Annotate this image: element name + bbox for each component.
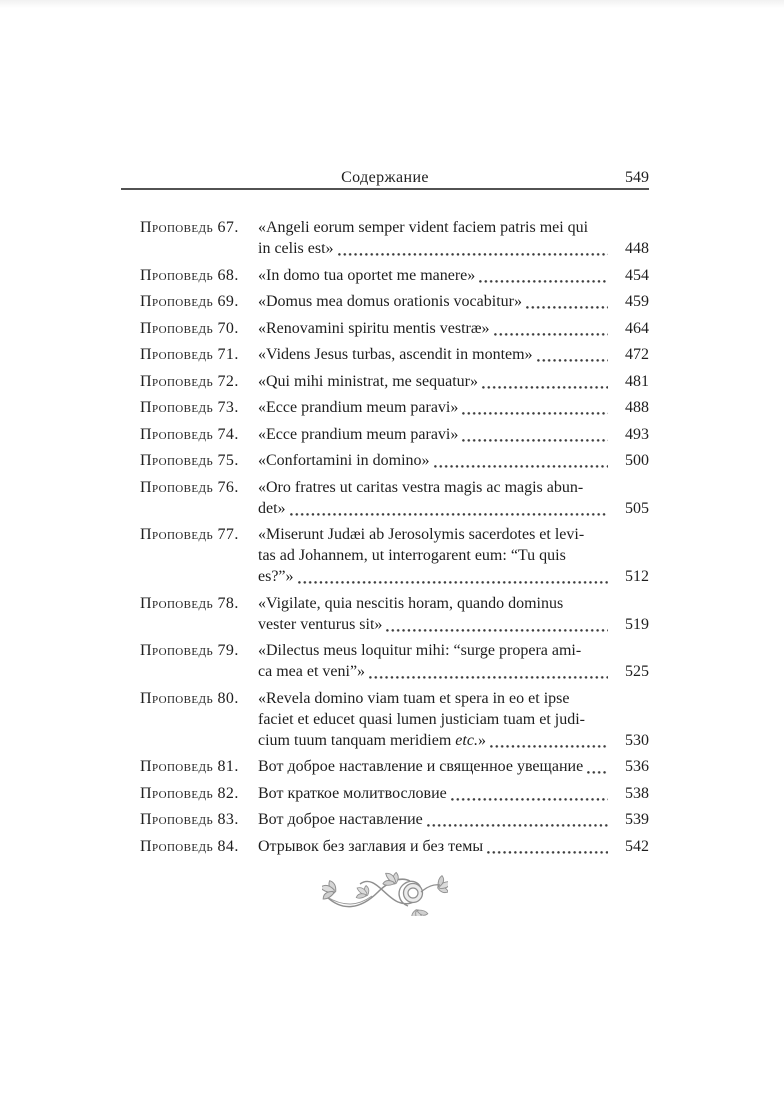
toc-line-text: «In domo tua oportet me manere» — [258, 266, 476, 284]
dot-leader — [434, 465, 608, 468]
toc-page-number: 538 — [625, 784, 649, 802]
toc-line — [258, 809, 649, 830]
toc-line — [258, 545, 649, 566]
toc-entry-label: Проповедь 83. — [140, 811, 239, 828]
toc-entry-label: Проповедь 80. — [140, 689, 239, 707]
dot-leader — [479, 280, 608, 283]
toc-entry-title — [258, 593, 649, 635]
toc-page-number: 481 — [625, 372, 649, 390]
dot-leader — [487, 851, 608, 854]
toc-entry — [140, 809, 649, 830]
toc-line-text: tas ad Johannem, ut interrogarent eum: “Tu quis — [258, 547, 566, 564]
toc-line-text: Вот доброе наставление и священное увещание — [258, 758, 584, 775]
dot-leader — [298, 581, 608, 584]
toc-entry — [140, 371, 649, 392]
toc-line — [258, 614, 649, 635]
toc-entry-title — [258, 344, 649, 365]
toc-entry-title — [258, 397, 649, 418]
toc-entry — [140, 424, 649, 445]
toc-entry — [140, 217, 649, 259]
toc-page-number: 530 — [625, 731, 649, 749]
toc-line-text: «Qui mihi ministrat, me sequatur» — [258, 372, 478, 390]
toc-line-text: in celis est» — [258, 240, 334, 257]
dot-leader — [537, 359, 608, 362]
toc-entry — [140, 640, 649, 682]
toc-line-text: Отрывок без заглавия и без темы — [258, 837, 484, 855]
page-title: Содержание — [341, 169, 429, 186]
toc-line — [258, 709, 649, 730]
toc-page-number: 464 — [625, 319, 649, 337]
toc-entry-label: Проповедь 81. — [140, 758, 239, 775]
toc-line-text: Вот краткое молитвословие — [258, 784, 447, 802]
toc-entry — [140, 397, 649, 418]
toc-line — [258, 397, 649, 418]
toc-line — [258, 756, 649, 777]
toc-entry — [140, 344, 649, 365]
toc-line-text: «Confortamini in domino» — [258, 452, 430, 469]
toc-line-text: «Oro fratres ut caritas vestra magis ac magis abun- — [258, 478, 584, 496]
toc-page-number: 512 — [625, 568, 649, 585]
toc-line-text: vester venturus sit» — [258, 615, 383, 633]
toc-entry-label: Проповедь 71. — [140, 346, 239, 363]
page-top-edge — [0, 0, 784, 8]
toc-line — [258, 291, 649, 312]
toc-entry — [140, 318, 649, 339]
toc-entry-label: Проповедь 78. — [140, 594, 239, 612]
toc-line — [258, 344, 649, 365]
toc-page-number: 539 — [625, 811, 649, 828]
toc-entry — [140, 524, 649, 587]
dot-leader — [290, 513, 608, 516]
toc-entry — [140, 265, 649, 286]
toc-entry-label: Проповедь 69. — [140, 293, 239, 310]
toc-line-text: «Domus mea domus orationis vocabitur» — [258, 293, 522, 310]
toc-entry-label: Проповедь 77. — [140, 526, 239, 543]
dot-leader — [490, 745, 608, 748]
dot-leader — [587, 771, 608, 774]
dot-leader — [451, 798, 608, 801]
toc-entry-label: Проповедь 84. — [140, 837, 239, 855]
toc-line — [258, 661, 649, 682]
toc-entry-label: Проповедь 76. — [140, 478, 239, 496]
toc-line-text: cium tuum tanquam meridiem etc.» — [258, 731, 486, 749]
toc-entry-title — [258, 524, 649, 587]
toc-entry-label: Проповедь 75. — [140, 452, 239, 469]
dot-leader — [482, 386, 608, 389]
toc-entry-label: Проповедь 70. — [140, 319, 239, 337]
toc-entry — [140, 477, 649, 519]
toc-entry-title — [258, 450, 649, 471]
toc-line — [258, 566, 649, 587]
toc-entry-label: Проповедь 73. — [140, 399, 239, 416]
floral-vine-icon — [322, 866, 448, 916]
toc-page-number: 448 — [625, 240, 649, 257]
toc-line — [258, 524, 649, 545]
toc-entry-label: Проповедь 82. — [140, 784, 239, 802]
toc-entry-title — [258, 265, 649, 286]
table-of-contents — [140, 217, 649, 862]
toc-entry — [140, 291, 649, 312]
toc-line-text: «Videns Jesus turbas, ascendit in montem» — [258, 346, 533, 363]
folio-number: 549 — [625, 169, 649, 186]
toc-entry-title — [258, 809, 649, 830]
toc-entry-label: Проповедь 68. — [140, 266, 239, 284]
toc-line-text: faciet et educet quasi lumen justiciam tuam et judi- — [258, 710, 585, 728]
toc-entry — [140, 593, 649, 635]
toc-line-text: «Ecce prandium meum paravi» — [258, 399, 459, 416]
toc-line-text: «Dilectus meus loquitur mihi: “surge propera ami- — [258, 642, 582, 659]
toc-line-text: es?”» — [258, 568, 294, 585]
dot-leader — [369, 676, 608, 679]
toc-entry — [140, 783, 649, 804]
toc-entry — [140, 688, 649, 751]
dot-leader — [338, 253, 608, 256]
dot-leader — [462, 439, 608, 442]
toc-line — [258, 371, 649, 392]
toc-entry-label: Проповедь 67. — [140, 219, 239, 236]
toc-entry-title — [258, 783, 649, 804]
toc-line-text: Вот доброе наставление — [258, 811, 423, 828]
toc-line — [258, 450, 649, 471]
toc-line — [258, 265, 649, 286]
toc-line-text: ca mea et veni”» — [258, 663, 366, 680]
toc-line-text: «Revela domino viam tuam et spera in eo et ipse — [258, 689, 570, 707]
toc-page-number: 505 — [625, 499, 649, 517]
toc-line-text: «Vigilate, quia nescitis horam, quando dominus — [258, 594, 564, 612]
toc-page-number: 488 — [625, 399, 649, 416]
toc-line — [258, 640, 649, 661]
header-rule — [121, 188, 649, 190]
toc-entry-label: Проповедь 79. — [140, 642, 239, 659]
toc-page-number: 536 — [625, 758, 649, 775]
toc-entry-title — [258, 371, 649, 392]
toc-line — [258, 688, 649, 709]
toc-entry-title — [258, 640, 649, 682]
toc-line — [258, 477, 649, 498]
toc-page-number: 472 — [625, 346, 649, 363]
toc-page-number: 519 — [625, 615, 649, 633]
tailpiece-ornament — [121, 866, 649, 916]
toc-entry-title — [258, 424, 649, 445]
running-head — [121, 167, 649, 189]
toc-page-number: 493 — [625, 425, 649, 443]
toc-entry-label: Проповедь 72. — [140, 372, 239, 390]
toc-line — [258, 783, 649, 804]
toc-line-text: det» — [258, 499, 286, 517]
toc-entry-title — [258, 217, 649, 259]
toc-entry-label: Проповедь 74. — [140, 425, 239, 443]
dot-leader — [526, 306, 608, 309]
toc-page-number: 459 — [625, 293, 649, 310]
toc-page-number: 542 — [625, 837, 649, 855]
toc-entry-title — [258, 477, 649, 519]
toc-line — [258, 593, 649, 614]
toc-entry — [140, 450, 649, 471]
toc-entry-title — [258, 756, 649, 777]
toc-page-number: 525 — [625, 663, 649, 680]
dot-leader — [427, 824, 608, 827]
toc-line — [258, 424, 649, 445]
toc-entry-title — [258, 291, 649, 312]
dot-leader — [462, 412, 608, 415]
toc-line-text: «Ecce prandium meum paravi» — [258, 425, 459, 443]
toc-page-number: 454 — [625, 266, 649, 284]
toc-line — [258, 238, 649, 259]
toc-line-text: «Renovamini spiritu mentis vestræ» — [258, 319, 490, 337]
toc-line — [258, 217, 649, 238]
dot-leader — [494, 333, 608, 336]
toc-line — [258, 498, 649, 519]
toc-line — [258, 836, 649, 857]
toc-line — [258, 730, 649, 751]
toc-entry-title — [258, 688, 649, 751]
toc-line-text: «Angeli eorum semper vident faciem patris mei qui — [258, 219, 589, 236]
toc-entry — [140, 756, 649, 777]
toc-entry — [140, 836, 649, 857]
dot-leader — [386, 629, 608, 632]
toc-line — [258, 318, 649, 339]
toc-page-number: 500 — [625, 452, 649, 469]
toc-entry-title — [258, 318, 649, 339]
toc-line-text: «Miserunt Judæi ab Jerosolymis sacerdotes et levi- — [258, 526, 585, 543]
toc-entry-title — [258, 836, 649, 857]
